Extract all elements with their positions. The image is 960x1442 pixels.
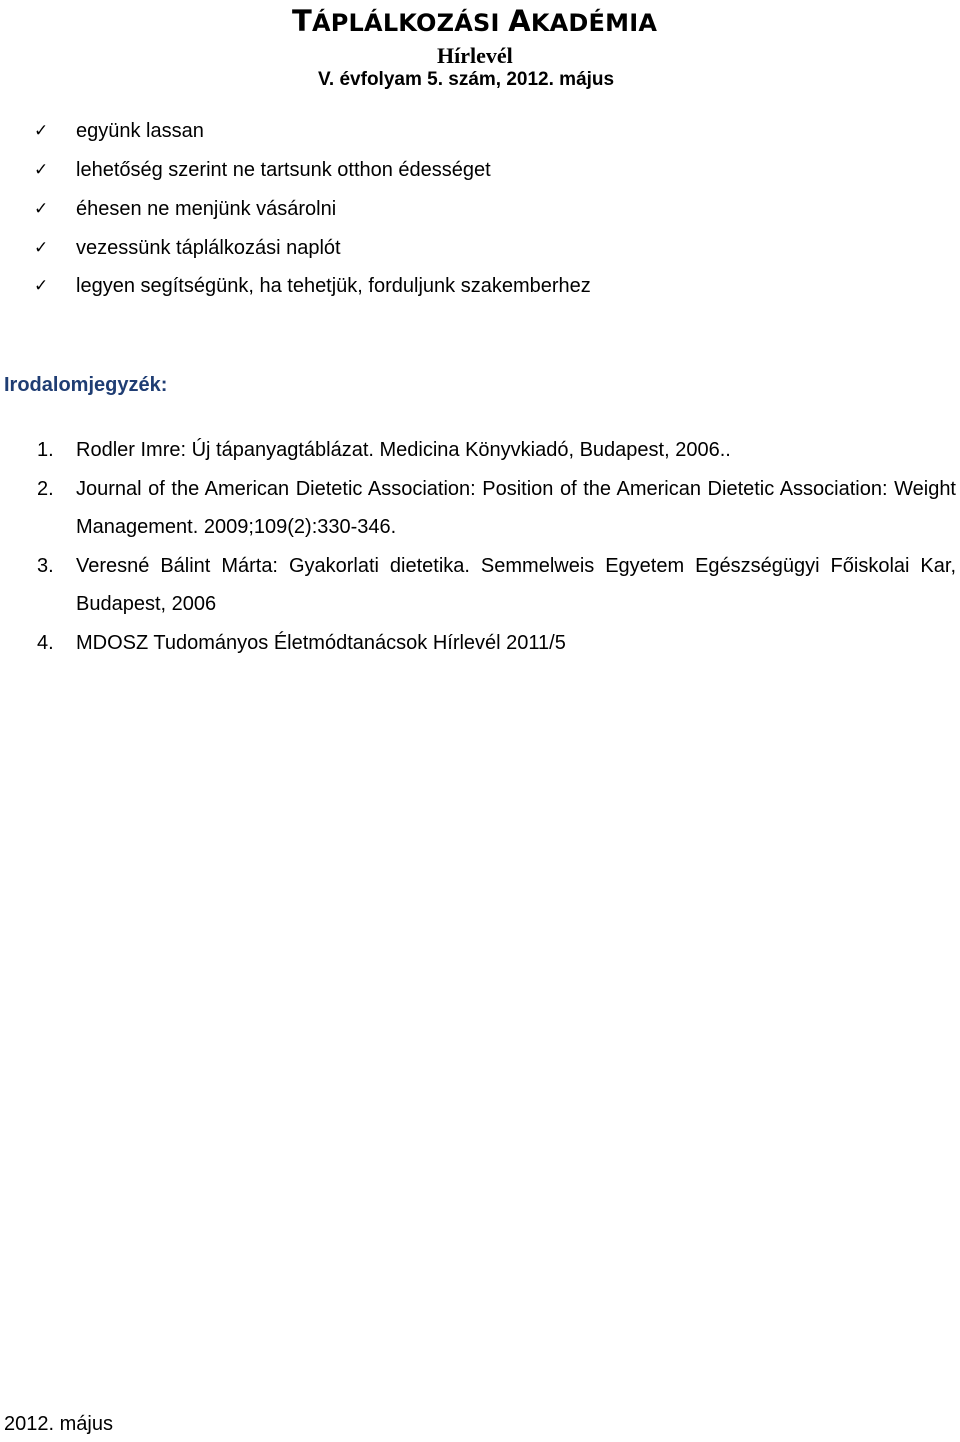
check-mark-icon: ✓ [34,199,49,219]
title-initial-a: A [508,4,531,38]
newsletter-title [292,4,657,38]
check-mark-icon: ✓ [34,160,49,180]
check-mark-icon: ✓ [34,276,49,296]
check-mark-icon: ✓ [34,238,49,258]
bibliography-item [0,547,960,624]
checklist-item-text: együnk lassan [76,120,204,142]
title-initial-t: T [292,4,312,38]
title-rest-1: ÁPLÁLKOZÁSI [311,9,509,37]
bibliography-item-text: Rodler Imre: Új tápanyagtáblázat. Medicina Könyvkiadó, Budapest, 2006.. [76,439,731,461]
checklist-item-text: lehetőség szerint ne tartsunk otthon édességet [76,159,491,181]
checklist-item-text: vezessünk táplálkozási naplót [76,237,341,259]
bibliography-item-number: 4. [37,631,54,654]
bibliography-list [0,431,960,662]
bibliography-heading: Irodalomjegyzék: [4,374,168,396]
newsletter-subtitle: Hírlevél [437,43,513,68]
bibliography-item-number: 3. [37,554,54,577]
page-footer: 2012. május [4,1413,113,1435]
bibliography-item [0,431,960,470]
bibliography-item-text: Journal of the American Dietetic Association: Position of the American Dietetic Association: Weight Management. 2009;109(2):330-346. [76,477,956,538]
title-rest-2: KADÉMIA [530,9,658,37]
checklist-item-text: legyen segítségünk, ha tehetjük, forduljunk szakemberhez [76,275,591,297]
checklist-item-text: éhesen ne menjünk vásárolni [76,198,337,220]
bibliography-item-number: 1. [37,439,54,461]
check-mark-icon: ✓ [34,121,49,141]
bibliography-item [0,624,960,663]
bibliography-item-number: 2. [37,477,54,500]
bibliography-item-text: Veresné Bálint Márta: Gyakorlati dietetika. Semmelweis Egyetem Egészségügyi Főiskolai Kar, Budapest, 2006 [76,554,956,615]
bibliography-item [0,470,960,547]
issue-info: V. évfolyam 5. szám, 2012. május [318,69,615,90]
page-header [0,0,960,100]
bibliography-item-text: MDOSZ Tudományos Életmódtanácsok Hírlevél 2011/5 [76,631,566,654]
